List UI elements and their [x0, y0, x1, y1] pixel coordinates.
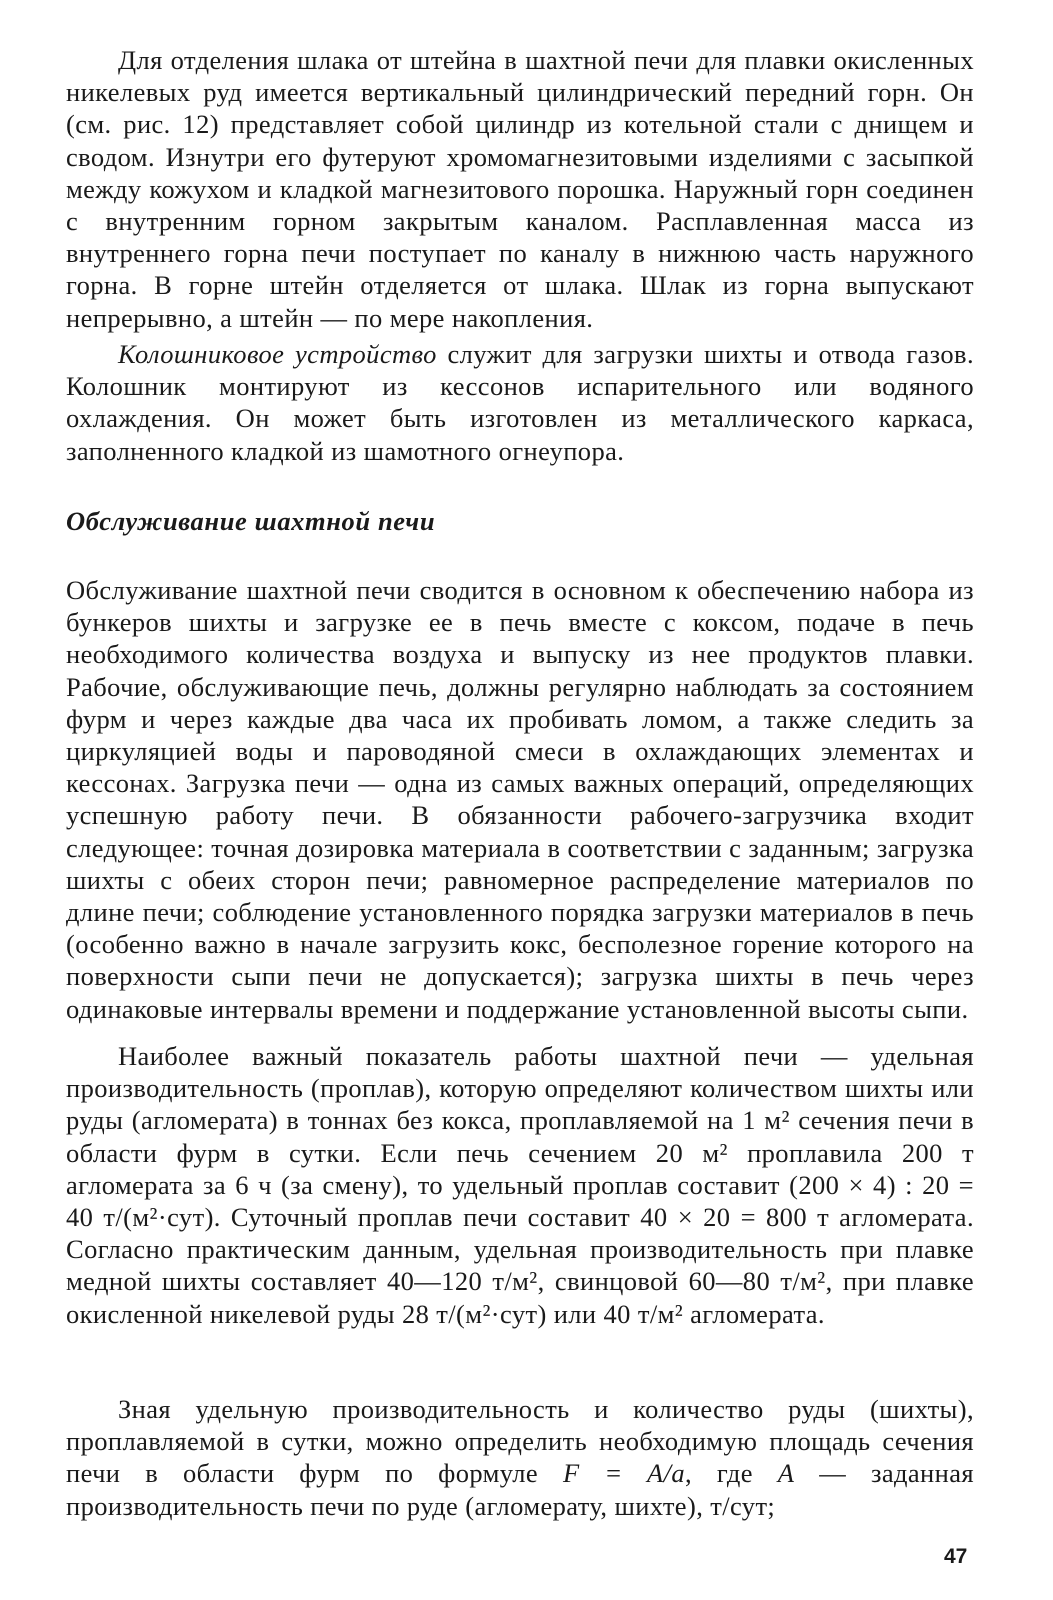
paragraph-productivity: Наиболее важный показатель работы шахтной печи — удельная производительность (проплав), которую определяют количеством шихты или руды (агломерата) в тоннах без кокса, проплавляемой на 1 м² сечения печи в области фурм в сутки. Если печь сечением 20 м² проплавила 200 т агломерата за 6 ч (за смену), то удельный проплав составит (200 × 4) : 20 = 40 т/(м²·сут). Суточный проплав печи составит 40 × 20 = 800 т агломерата. Согласно практическим данным, удельная производительность при плавке медной шихты составляет 40—120 т/м², свинцовой 60—80 т/м², при плавке окисленной никелевой руды 28 т/(м²·сут) или 40 т/м² агломерата.	[66, 1041, 974, 1329]
formula-where-text: , где	[685, 1458, 778, 1489]
paragraph-top-device-text: служит для загрузки шихты и отвода газов. Колошник монтируют из кессонов испарительного или водяного охлаждения. Он может быть изготовлен из металлического каркаса, заполненного кладкой из шамотного огнеупора.	[66, 339, 974, 466]
paragraph-furnace-service: Обслуживание шахтной печи сводится в основном к обеспечению набора из бункеров шихты и загрузке ее в печь вместе с коксом, подаче в печь необходимого количества воздуха и выпуску из нее продуктов плавки. Рабочие, обслуживающие печь, должны регулярно наблюдать за состоянием фурм и через каждые два часа их пробивать ломом, а также следить за циркуляцией воды и пароводяной смеси в охлаждающих элементах и кессонах. Загрузка печи — одна из самых важных операций, определяющих успешную работу печи. В обязанности рабочего-загрузчика входит следующее: точная дозировка материала в соответствии с заданным; загрузка шихты с обеих сторон печи; равномерное распределение материалов по длине печи; соблюдение установленного порядка загрузки материалов в печь (особенно важно в начале загрузить кокс, бесполезное горение которого на поверхности сыпи печи не допускается); загрузка шихты в печь через одинаковые интервалы времени и поддержание установленной высоты сыпи.	[66, 575, 974, 1024]
page-number: 47	[944, 1545, 968, 1568]
paragraph-forehearth: Для отделения шлака от штейна в шахтной печи для плавки окисленных никелевых руд имеется вертикальный цилиндрический передний горн. Он (см. рис. 12) представляет собой цилиндр из котельной стали с днищем и сводом. Изнутри его футеруют хромомагнезитовыми изделиями с засыпкой между кожухом и кладкой магнезитового порошка. Наружный горн соединен с внутренним горном закрытым каналом. Расплавленная масса из внутреннего горна печи поступает по каналу в нижнюю часть наружного горна. В горне штейн отделяется от шлака. Шлак из горна выпускают непрерывно, а штейн — по мере накопления.	[66, 45, 974, 333]
paragraph-top-device	[66, 338, 974, 467]
paragraph-area-formula	[66, 1393, 974, 1522]
section-heading: Обслуживание шахтной печи	[66, 506, 436, 536]
formula-definition-text: — заданная производительность печи по руде (агломерату, шихте), т/сут;	[66, 1458, 974, 1521]
term-top-device: Колошниковое устройство	[118, 339, 437, 369]
formula-variable: A	[777, 1458, 795, 1489]
formula-intro-text: Зная удельную производительность и количество руды (шихты), проплавляемой в сутки, можно определить необходимую площадь сечения печи в области фурм по формуле	[66, 1394, 974, 1489]
formula: F = A/a	[562, 1458, 686, 1489]
